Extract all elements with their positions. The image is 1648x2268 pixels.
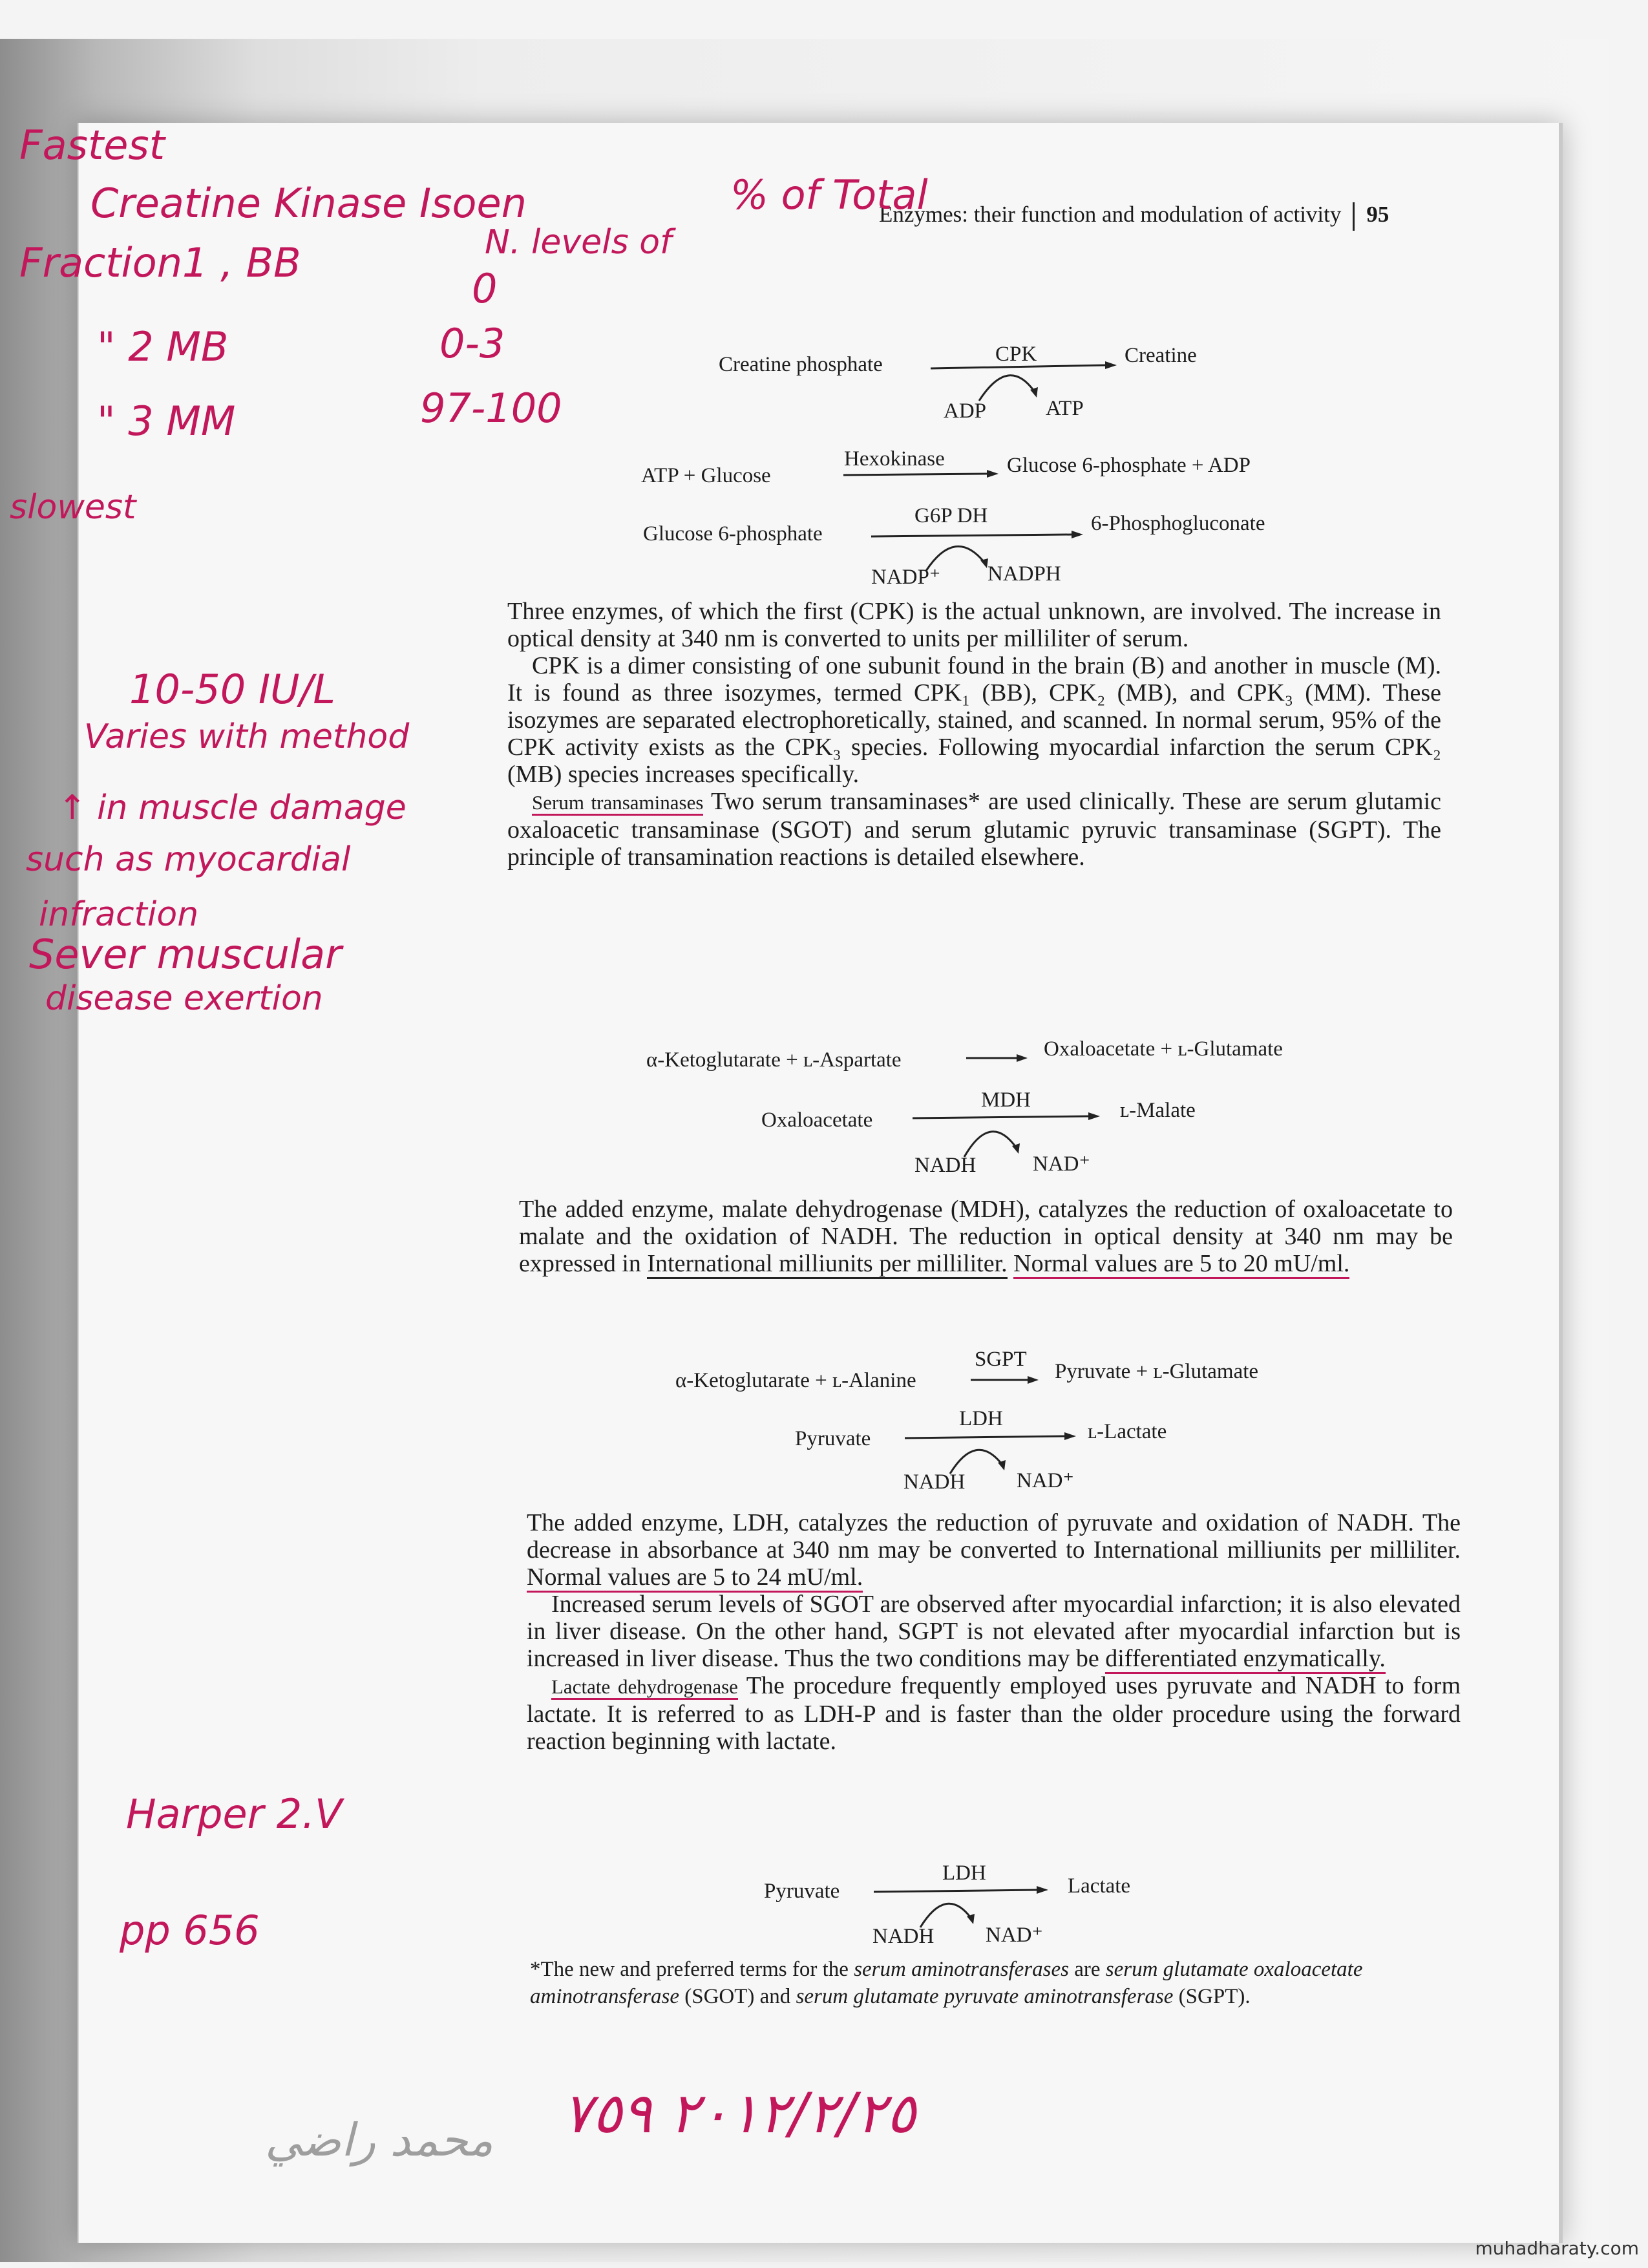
rx-ldh2-right: Lactate: [1068, 1874, 1131, 1898]
rx-trans-arrow: [966, 1052, 1028, 1065]
paragraph-mdh: [519, 1196, 1453, 1277]
hand-row1-value: 0: [472, 265, 498, 312]
hand-title-levels: N. levels of: [485, 223, 672, 262]
rx-ldh2-coout: NAD⁺: [986, 1924, 1043, 1947]
rx-ldh1-arrow: [905, 1428, 1076, 1480]
rx-cpk-enzyme: CPK: [995, 343, 1037, 366]
hand-row3: " 3 MM: [97, 397, 236, 445]
paragraph-ldh: [527, 1509, 1461, 1755]
rx-ldh2-enzyme: LDH: [942, 1861, 986, 1885]
rx-mdh-coin: NADH: [914, 1154, 977, 1177]
p1-text: Three enzymes, of which the first (CPK) is the actual unknown, are involved. The increase in optical density at 340 nm is converted to units per milliliter of serum.: [507, 598, 1441, 652]
rx-ldh1-coout: NAD⁺: [1017, 1469, 1074, 1492]
hand-title-creatine-kinase: Creatine Kinase Isoen: [90, 180, 527, 227]
p4b-text: International milliunits per milliliter.: [647, 1250, 1007, 1279]
footnote-part: are: [1068, 1958, 1106, 1981]
p4c-text: Normal values are 5 to 20 mU/ml.: [1013, 1250, 1349, 1279]
rx-cpk-left: Creatine phosphate: [719, 353, 883, 376]
hand-row3-value: 97-100: [420, 385, 562, 432]
p6a-text: Increased serum levels of SGOT are observed after myocardial infarction; it is also elevated in liver disease. On the other hand, SGPT is not elevated after myocardial infarction but is increased in liver disease. Thus the two conditions may be: [527, 1591, 1461, 1672]
hand-note-exertion: disease exertion: [45, 979, 323, 1018]
p7-text: The procedure frequently employed uses pyruvate and NADH to form lactate. It is referred to as LDH-P and is faster than the older procedure using the forward reaction beginning with lactate.: [527, 1672, 1461, 1755]
paragraph-cpk: [507, 598, 1441, 871]
hand-fastest: Fastest: [19, 122, 165, 169]
rx-ldh2-left: Pyruvate: [764, 1880, 840, 1903]
footnote: [530, 1956, 1461, 2010]
rx-mdh-right: ʟ-Malate: [1120, 1099, 1196, 1122]
rx-ldh2-arrow: [874, 1882, 1048, 1934]
rx-ldh1-right: ʟ-Lactate: [1088, 1420, 1167, 1443]
rx-g6p-enzyme: G6P DH: [914, 504, 988, 527]
rx-hex-right: Glucose 6-phosphate + ADP: [1007, 454, 1251, 477]
lactate-dehydrogenase-heading: Lactate dehydrogenase: [551, 1675, 738, 1700]
hand-ref-harper: Harper 2.V: [126, 1790, 343, 1838]
rx-cpk-coout: ATP: [1046, 397, 1084, 420]
footnote-term: serum aminotransferases: [854, 1958, 1069, 1981]
rx-g6p-arrow: [871, 527, 1084, 578]
rx-cpk-right: Creatine: [1125, 344, 1197, 367]
rx-g6p-right: 6-Phosphogluconate: [1091, 512, 1265, 535]
hand-note-infraction: infraction: [39, 895, 199, 934]
rx-sgpt-enzyme: SGPT: [975, 1348, 1027, 1371]
hand-note-myocardial: such as myocardial: [26, 840, 351, 879]
p6b-text: differentiated enzymatically.: [1105, 1645, 1386, 1674]
pencil-signature: محمد راضي: [265, 2114, 494, 2167]
p2-text: CPK is a dimer consisting of one subunit found in the brain (B) and another in muscle (M). It is found as three isozymes, termed CPK₁ (BB), CPK₂ (MB), and CPK₃ (MM). These isozymes are separated electrophoretically, stained, and scanned. In normal serum, 95% of the CPK activity exists as the CPK₃ species. Following myocardial infarction the serum CPK₂ (MB) species increases specifically.: [507, 652, 1441, 788]
rx-mdh-left: Oxaloacetate: [761, 1108, 873, 1132]
hand-note-muscular: Sever muscular: [29, 931, 342, 978]
footnote-part: *The new and preferred terms for the: [530, 1958, 854, 1981]
hand-title-percent: % of Total: [730, 171, 928, 218]
header-title: Enzymes: their function and modulation of activity: [879, 202, 1342, 227]
book-page: [78, 123, 1563, 2243]
rx-sgpt-right: Pyruvate + ʟ-Glutamate: [1055, 1360, 1259, 1383]
serum-transaminases-heading: Serum transaminases: [532, 791, 703, 816]
rx-trans-left: α-Ketoglutarate + ʟ-Aspartate: [646, 1048, 902, 1072]
hand-row1: Fraction1 , BB: [19, 239, 301, 286]
rx-g6p-coin: NADP⁺: [871, 566, 941, 589]
rx-sgpt-left: α-Ketoglutarate + ʟ-Alanine: [675, 1369, 916, 1392]
hand-row2-value: 0-3: [439, 320, 505, 367]
footnote-term: serum glutamate oxaloacetate aminotransferase: [530, 1958, 1363, 2008]
header-divider: [1353, 202, 1355, 231]
p4a-text: The added enzyme, malate dehydrogenase (MDH), catalyzes the reduction of oxaloacetate to malate and the oxidation of NADH. The reduction in optical density at 340 nm may be expressed in: [519, 1196, 1453, 1277]
footnote-term: serum glutamate pyruvate aminotransferase: [796, 1985, 1174, 2008]
rx-g6p-coout: NADPH: [988, 562, 1061, 586]
rx-hex-enzyme: Hexokinase: [844, 447, 945, 471]
rx-g6p-left: Glucose 6-phosphate: [643, 522, 823, 546]
rx-mdh-coout: NAD⁺: [1033, 1152, 1090, 1176]
rx-ldh1-left: Pyruvate: [795, 1427, 871, 1450]
rx-hex-arrow: [843, 469, 998, 482]
footnote-part: (SGOT) and: [679, 1985, 796, 2008]
p5b-text: Normal values are 5 to 24 mU/ml.: [527, 1563, 863, 1593]
hand-note-muscle: ↑ in muscle damage: [58, 789, 407, 827]
rx-cpk-coin: ADP: [944, 399, 987, 423]
rx-ldh1-coin: NADH: [903, 1470, 966, 1494]
rx-mdh-enzyme: MDH: [981, 1088, 1031, 1112]
running-header: [879, 202, 1389, 231]
rx-ldh2-coin: NADH: [872, 1925, 935, 1948]
hand-note-range: 10-50 IU/L: [129, 666, 335, 713]
rx-hex-left: ATP + Glucose: [641, 464, 771, 487]
watermark-site: muhadharaty.com: [1475, 2238, 1639, 2259]
rx-ldh1-enzyme: LDH: [959, 1407, 1003, 1430]
rx-trans-right: Oxaloacetate + ʟ-Glutamate: [1044, 1037, 1283, 1061]
hand-row2: " 2 MB: [97, 323, 229, 370]
footnote-part: (SGPT).: [1173, 1985, 1251, 2008]
hand-slowest: slowest: [10, 488, 136, 527]
hand-note-method: Varies with method: [84, 717, 410, 756]
hand-bottom-date: ٢٠١٢/٢/٢٥ ٧٥٩: [562, 2081, 916, 2146]
page-number: 95: [1366, 202, 1389, 227]
rx-sgpt-arrow: [971, 1373, 1039, 1386]
hand-ref-pages: pp 656: [120, 1907, 260, 1954]
p5a-text: The added enzyme, LDH, catalyzes the reduction of pyruvate and oxidation of NADH. The decrease in absorbance at 340 nm may be converted to International milliunits per milliliter.: [527, 1509, 1461, 1563]
rx-mdh-arrow: [913, 1108, 1100, 1163]
p3-text: Two serum transaminases* are used clinically. These are serum glutamic oxaloacetic transaminase (SGOT) and serum glutamic pyruvic transaminase (SGPT). The principle of transamination reactions is detailed elsewhere.: [507, 788, 1441, 871]
rx-cpk-arrow: [931, 352, 1118, 410]
